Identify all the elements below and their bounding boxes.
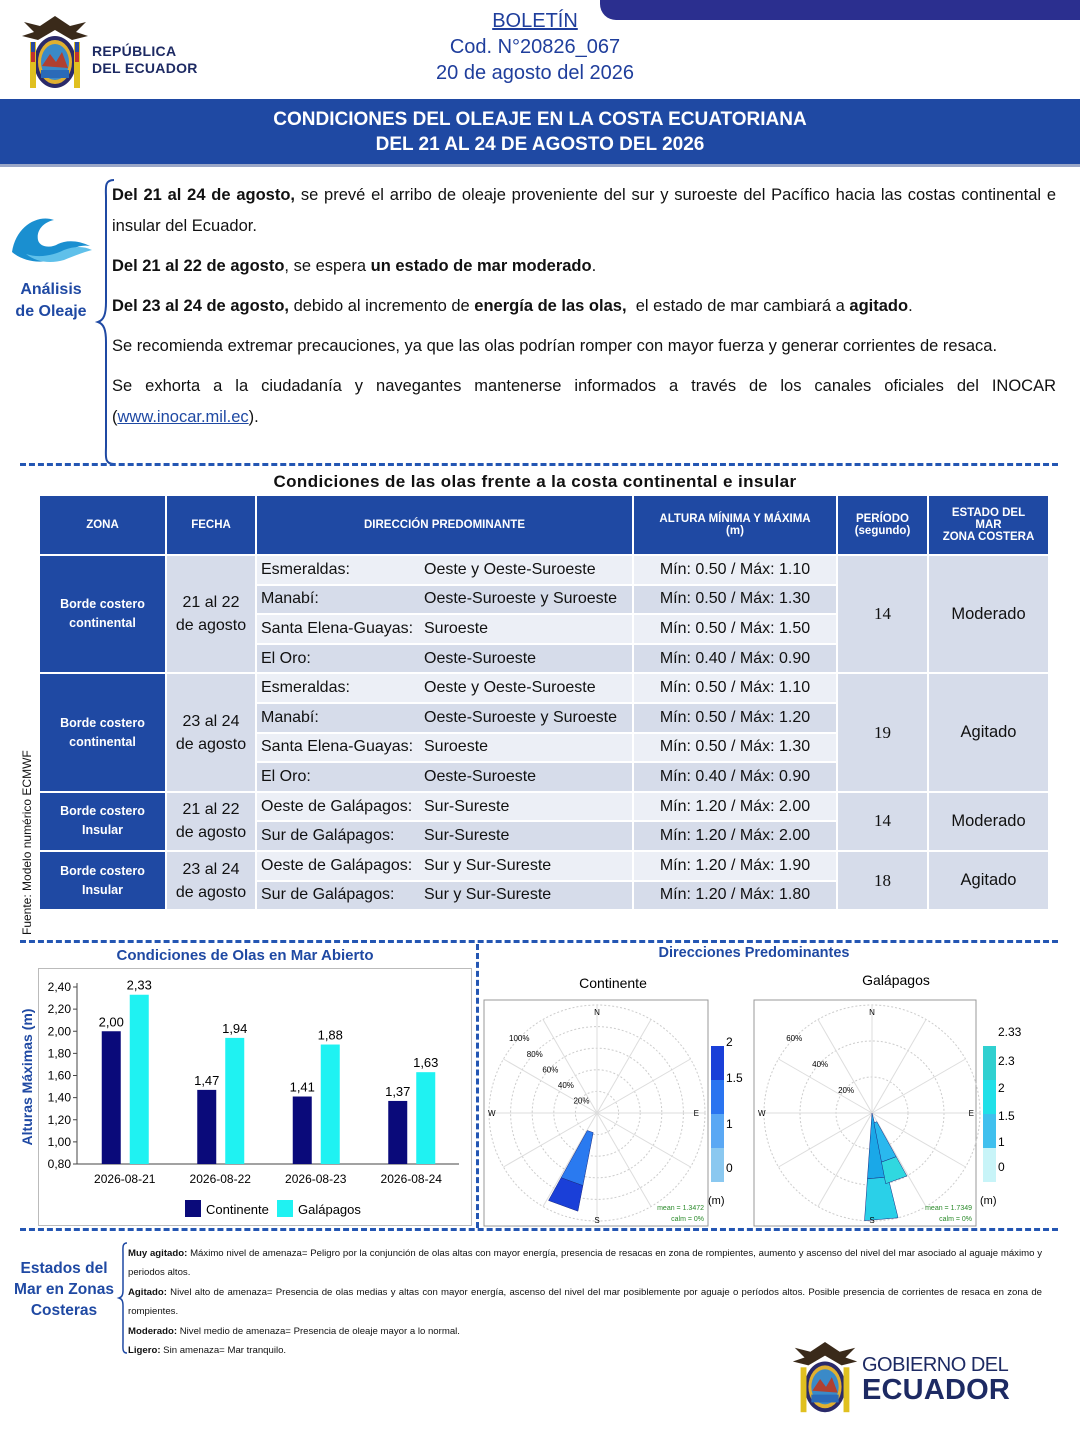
bar-data-label: 1,94 [222, 1020, 248, 1036]
x-tick-label: 2026-08-22 [189, 1172, 251, 1186]
direction-cell [256, 614, 633, 644]
table-header-row [39, 495, 1049, 555]
direction-value: Oeste-Suroeste [424, 649, 537, 667]
zona-line2: continental [69, 734, 136, 749]
state-2-desc: Nivel medio de amenaza= Presencia de oleaje mayor a lo normal. [177, 1325, 460, 1337]
direction-cell [256, 703, 633, 733]
colorbar-segment [983, 1080, 996, 1114]
rose-percent-label: 40% [812, 1060, 829, 1070]
bar-continente [102, 1031, 121, 1164]
zona-cell [39, 792, 166, 851]
direction-value: Oeste-Suroeste [424, 767, 537, 785]
colorbar-tick-label: 1 [726, 1117, 733, 1131]
y-tick-label: 2,00 [47, 1024, 71, 1039]
bar-galapagos [225, 1038, 244, 1164]
colorbar-segment [711, 1114, 724, 1148]
header-periodo-line1: PERÍODO [855, 513, 910, 525]
direction-value: Suroeste [424, 619, 489, 637]
fecha-line2: de agosto [175, 883, 247, 901]
analysis-p3-bold3: agitado [849, 297, 909, 315]
title-line2: DEL 21 AL 24 DE AGOSTO DEL 2026 [375, 134, 705, 155]
state-0-name: Muy agitado: [128, 1248, 188, 1259]
analysis-p5-text: Se exhorta a la ciudadanía y navegantes mantenerse informados a través de los canales oficiales del INOCAR ( [112, 377, 1056, 426]
height-cell: Mín: 0.50 / Máx: 1.10 [633, 673, 837, 703]
height-cell: Mín: 0.40 / Máx: 0.90 [633, 762, 837, 792]
table-row [39, 851, 1049, 881]
height-cell: Mín: 0.50 / Máx: 1.30 [633, 585, 837, 615]
direction-value: Oeste y Oeste-Suroeste [424, 679, 596, 697]
analysis-p2-bold2: un estado de mar moderado [370, 257, 592, 275]
bar-chart-title: Condiciones de Olas en Mar Abierto [116, 947, 374, 964]
direction-value: Sur y Sur-Sureste [424, 886, 552, 904]
zona-line2: Insular [82, 823, 123, 838]
state-item-muy-agitado [128, 1244, 1042, 1283]
header-altura [633, 495, 837, 555]
x-tick-label: 2026-08-24 [380, 1172, 442, 1186]
bulletin-label: BOLETÍN [492, 10, 578, 32]
fecha-line1: 21 al 22 [182, 594, 240, 612]
y-tick-label: 2,40 [47, 980, 71, 994]
republic-line2: DEL ECUADOR [92, 60, 198, 76]
height-cell: Mín: 1.20 / Máx: 2.00 [633, 821, 837, 851]
direction-cell [256, 644, 633, 674]
header-altura-line2: (m) [726, 525, 744, 537]
state-item-agitado [128, 1283, 1042, 1322]
y-tick-label: 2,20 [47, 1002, 71, 1017]
header-direccion: DIRECCIÓN PREDOMINANTE [256, 495, 633, 555]
bulletin-date: 20 de agosto del 2026 [436, 62, 634, 84]
direction-cell [256, 851, 633, 881]
rose-direction-label: N [594, 1008, 600, 1017]
wind-rose-charts [480, 964, 1056, 1228]
y-axis-title: Alturas Máximas (m) [19, 1008, 35, 1146]
direction-value: Suroeste [424, 738, 489, 756]
bar-data-label: 1,41 [289, 1079, 315, 1095]
header-altura-line1: ALTURA MÍNIMA Y MÁXIMA [659, 513, 811, 525]
analysis-p1-bold: Del 21 al 24 de agosto, [112, 186, 296, 204]
rose-mean-label: mean = 1.7349 [925, 1205, 972, 1212]
colorbar-unit-label: (m) [980, 1195, 997, 1207]
place-name: Santa Elena-Guayas: [261, 619, 414, 637]
states-text [128, 1244, 1042, 1360]
bar-galapagos [321, 1045, 340, 1164]
fecha-line1: 23 al 24 [182, 712, 240, 730]
rose-direction-label: S [594, 1216, 600, 1225]
analysis-p5-end: ). [248, 408, 259, 426]
zona-line2: continental [69, 616, 136, 631]
gobierno-label: GOBIERNO DEL [862, 1354, 1009, 1376]
direction-value: Oeste-Suroeste y Suroeste [424, 708, 617, 726]
rose-title: Galápagos [862, 972, 930, 988]
place-name: Manabí: [261, 708, 319, 726]
height-cell: Mín: 0.50 / Máx: 1.10 [633, 555, 837, 585]
rose-calm-label: calm = 0% [939, 1216, 972, 1223]
direction-cell [256, 585, 633, 615]
analysis-paragraph-2 [112, 251, 1056, 282]
colorbar-segment [983, 1046, 996, 1080]
bar-chart [19, 968, 472, 1226]
direction-value: Sur-Sureste [424, 797, 510, 815]
header-fecha: FECHA [166, 495, 256, 555]
x-tick-label: 2026-08-21 [94, 1172, 156, 1186]
legend-swatch-galapagos [277, 1200, 293, 1217]
data-source-label: Fuente: Modelo numérico ECMWF [20, 750, 34, 935]
charts-vertical-divider [476, 944, 479, 1228]
rose-percent-label: 100% [509, 1034, 530, 1044]
bar-galapagos [416, 1072, 435, 1164]
rose-percent-label: 60% [786, 1034, 803, 1044]
ecuador-coat-of-arms-logo [20, 14, 90, 96]
gobierno-coat-of-arms-logo [790, 1340, 860, 1420]
analysis-label-line1: Análisis [20, 281, 82, 298]
analysis-p3-text: debido al incremento de [289, 297, 475, 315]
header-estado [928, 495, 1049, 555]
table-row [39, 555, 1049, 585]
zona-line2: Insular [82, 882, 123, 897]
rose-direction-label: S [869, 1216, 875, 1225]
fecha-cell [166, 792, 256, 851]
colorbar-tick-label: 2.33 [998, 1025, 1022, 1039]
direction-value: Oeste-Suroeste y Suroeste [424, 590, 617, 608]
inocar-link[interactable]: www.inocar.mil.ec [117, 408, 249, 426]
place-name: Esmeraldas: [261, 679, 350, 697]
height-cell: Mín: 1.20 / Máx: 1.90 [633, 851, 837, 881]
analysis-paragraph-5 [112, 371, 1056, 433]
fecha-line2: de agosto [175, 824, 247, 842]
colorbar-segment [711, 1046, 724, 1080]
fecha-line2: de agosto [175, 617, 247, 635]
legend-label: Galápagos [298, 1202, 361, 1217]
bulletin-code: Cod. N°20826_067 [449, 36, 621, 58]
fecha-line2: de agosto [175, 735, 247, 753]
header-estado-line2: MAR [975, 519, 1002, 531]
period-cell: 19 [837, 673, 928, 791]
analysis-paragraph-3 [112, 291, 1056, 322]
states-label-line2: Mar en Zonas [14, 1281, 114, 1298]
republic-label [92, 43, 198, 77]
fecha-line1: 21 al 22 [182, 801, 240, 819]
sea-state-cell: Moderado [928, 792, 1049, 851]
place-name: Manabí: [261, 590, 319, 608]
height-cell: Mín: 1.20 / Máx: 2.00 [633, 792, 837, 822]
analysis-paragraph-1 [112, 180, 1056, 242]
states-label-line1: Estados del [20, 1260, 108, 1277]
rose-percent-label: 40% [557, 1080, 574, 1090]
zona-line1: Borde costero [60, 804, 145, 819]
zona-line1: Borde costero [60, 863, 145, 878]
analysis-p3-bold: Del 23 al 24 de agosto, [112, 297, 289, 315]
rose-direction-label: N [869, 1008, 875, 1017]
rose-calm-label: calm = 0% [671, 1216, 704, 1223]
states-label-line3: Costeras [30, 1302, 98, 1319]
page-title [0, 99, 1080, 167]
analysis-label-line2: de Oleaje [15, 303, 87, 320]
sea-state-cell: Moderado [928, 555, 1049, 673]
y-tick-label: 1,40 [47, 1090, 71, 1105]
analysis-paragraph-4: Se recomienda extremar precauciones, ya que las olas podrían romper con mayor fuerza y generar corrientes de resaca. [112, 337, 998, 355]
state-0-desc: Máximo nivel de amenaza= Peligro por la conjunción de olas altas con mayor energía, presencia de resacas en zona de rompientes, aumento y ascenso del nivel del mar asociado al aguaje máximo y periodos altos. [128, 1248, 1042, 1279]
period-cell: 18 [837, 851, 928, 910]
state-item-moderado [128, 1322, 1042, 1341]
header-periodo-line2: (segundo) [854, 525, 911, 537]
analysis-p2-text: , se espera [284, 257, 371, 275]
place-name: Oeste de Galápagos: [261, 856, 413, 874]
colorbar-unit-label: (m) [708, 1195, 725, 1207]
state-2-name: Moderado: [128, 1325, 178, 1337]
fecha-cell [166, 851, 256, 910]
bar-data-label: 1,63 [413, 1055, 439, 1071]
y-tick-label: 1,60 [47, 1068, 71, 1083]
header-zona: ZONA [39, 495, 166, 555]
colorbar-segment [983, 1148, 996, 1182]
analysis-p2-end: . [591, 257, 597, 275]
zona-cell [39, 555, 166, 673]
table-title: Condiciones de las olas frente a la costa continental e insular [273, 472, 797, 491]
colorbar-tick-label: 1.5 [998, 1109, 1015, 1123]
y-tick-label: 0,80 [47, 1157, 71, 1171]
republic-line1: REPÚBLICA [92, 43, 177, 59]
direction-value: Sur-Sureste [424, 827, 510, 845]
table-row [39, 792, 1049, 822]
place-name: Santa Elena-Guayas: [261, 738, 414, 756]
direction-cell [256, 673, 633, 703]
section-divider [20, 463, 1058, 466]
direction-cell [256, 733, 633, 763]
analysis-p2-bold: Del 21 al 22 de agosto [112, 257, 285, 275]
y-tick-label: 1,20 [47, 1112, 71, 1127]
height-cell: Mín: 1.20 / Máx: 1.80 [633, 881, 837, 911]
fecha-line1: 23 al 24 [182, 860, 240, 878]
states-divider [20, 1228, 1058, 1231]
direction-cell [256, 881, 633, 911]
fecha-cell [166, 673, 256, 791]
legend-swatch-continente [185, 1200, 201, 1217]
colorbar-tick-label: 2.3 [998, 1054, 1015, 1068]
period-cell: 14 [837, 792, 928, 851]
place-name: El Oro: [261, 649, 311, 667]
direction-cell [256, 762, 633, 792]
analysis-p1-text: se prevé el arribo de oleaje proveniente del sur y suroeste del Pacífico hacia las costas continental e insular del Ecuador. [112, 186, 1056, 235]
height-cell: Mín: 0.40 / Máx: 0.90 [633, 644, 837, 674]
rose-percent-label: 60% [542, 1065, 559, 1075]
states-label [8, 1258, 120, 1321]
bar-data-label: 2,00 [98, 1014, 124, 1030]
zona-line1: Borde costero [60, 715, 145, 730]
zona-line1: Borde costero [60, 597, 145, 612]
bar-continente [197, 1090, 216, 1164]
header-periodo [837, 495, 928, 555]
rose-percent-label: 20% [573, 1096, 590, 1106]
height-cell: Mín: 0.50 / Máx: 1.30 [633, 733, 837, 763]
state-1-name: Agitado: [128, 1286, 167, 1298]
place-name: Esmeraldas: [261, 560, 350, 578]
colorbar-segment [711, 1080, 724, 1114]
rose-percent-label: 20% [838, 1086, 855, 1096]
colorbar-tick-label: 0 [726, 1161, 733, 1175]
analysis-text [112, 180, 1056, 442]
place-name: Oeste de Galápagos: [261, 797, 413, 815]
ecuador-label: ECUADOR [862, 1374, 1011, 1406]
direction-cell [256, 821, 633, 851]
wave-icon [8, 206, 94, 266]
bar-galapagos [130, 995, 149, 1164]
bar-data-label: 1,88 [317, 1027, 343, 1043]
bar-continente [293, 1097, 312, 1164]
rose-section-title: Direcciones Predominantes [658, 945, 850, 961]
table-body [39, 555, 1049, 910]
analysis-p3-text2: el estado de mar cambiará a [626, 297, 850, 315]
bar-data-label: 1,37 [385, 1083, 411, 1099]
state-3-name: Ligero: [128, 1345, 161, 1357]
bar-data-label: 1,47 [194, 1072, 220, 1088]
x-tick-label: 2026-08-23 [285, 1172, 347, 1186]
table-row [39, 673, 1049, 703]
direction-value: Oeste y Oeste-Suroeste [424, 560, 596, 578]
place-name: Sur de Galápagos: [261, 827, 395, 845]
colorbar-tick-label: 1 [998, 1135, 1005, 1149]
bar-data-label: 2,33 [126, 977, 152, 993]
colorbar-tick-label: 2 [726, 1035, 733, 1049]
sea-state-cell: Agitado [928, 851, 1049, 910]
place-name: El Oro: [261, 767, 311, 785]
height-cell: Mín: 0.50 / Máx: 1.50 [633, 614, 837, 644]
rose-direction-label: E [968, 1109, 974, 1118]
rose-direction-label: W [488, 1109, 496, 1118]
y-tick-label: 1,00 [47, 1134, 71, 1149]
colorbar-tick-label: 2 [998, 1081, 1005, 1095]
analysis-label [8, 279, 94, 323]
header-estado-line3: ZONA COSTERA [942, 531, 1035, 543]
direction-value: Sur y Sur-Sureste [424, 856, 552, 874]
header-estado-line1: ESTADO DEL [951, 507, 1026, 519]
states-brace [118, 1242, 128, 1354]
colorbar-segment [711, 1148, 724, 1182]
colorbar-segment [983, 1114, 996, 1148]
period-cell: 14 [837, 555, 928, 673]
rose-direction-label: W [758, 1109, 766, 1118]
sea-state-cell: Agitado [928, 673, 1049, 791]
zona-cell [39, 851, 166, 910]
bulletin-header [380, 8, 690, 86]
analysis-p3-bold2: energía de las olas, [474, 297, 627, 315]
colorbar-tick-label: 1.5 [726, 1071, 743, 1085]
bar-continente [388, 1101, 407, 1164]
wave-conditions-table [38, 494, 1050, 911]
title-line1: CONDICIONES DEL OLEAJE EN LA COSTA ECUATORIANA [273, 109, 807, 130]
rose-direction-label: E [693, 1109, 699, 1118]
rose-percent-label: 80% [526, 1049, 543, 1059]
place-name: Sur de Galápagos: [261, 886, 395, 904]
direction-cell [256, 555, 633, 585]
charts-divider [20, 940, 1058, 943]
rose-mean-label: mean = 1.3472 [657, 1205, 704, 1212]
analysis-p3-end: . [908, 297, 913, 315]
zona-cell [39, 673, 166, 791]
fecha-cell [166, 555, 256, 673]
colorbar-tick-label: 0 [998, 1160, 1005, 1174]
height-cell: Mín: 0.50 / Máx: 1.20 [633, 703, 837, 733]
state-1-desc: Nivel alto de amenaza= Presencia de olas medias y altas con mayor energía, ascenso del nivel del mar posiblemente por aguaje o períodos altos. Posible presencia de corrientes de resaca en zona de rompientes. [128, 1286, 1042, 1318]
rose-title: Continente [579, 975, 647, 991]
legend-label: Continente [206, 1202, 269, 1217]
state-3-desc: Sin amenaza= Mar tranquilo. [160, 1345, 287, 1357]
y-tick-label: 1,80 [47, 1046, 71, 1061]
direction-cell [256, 792, 633, 822]
